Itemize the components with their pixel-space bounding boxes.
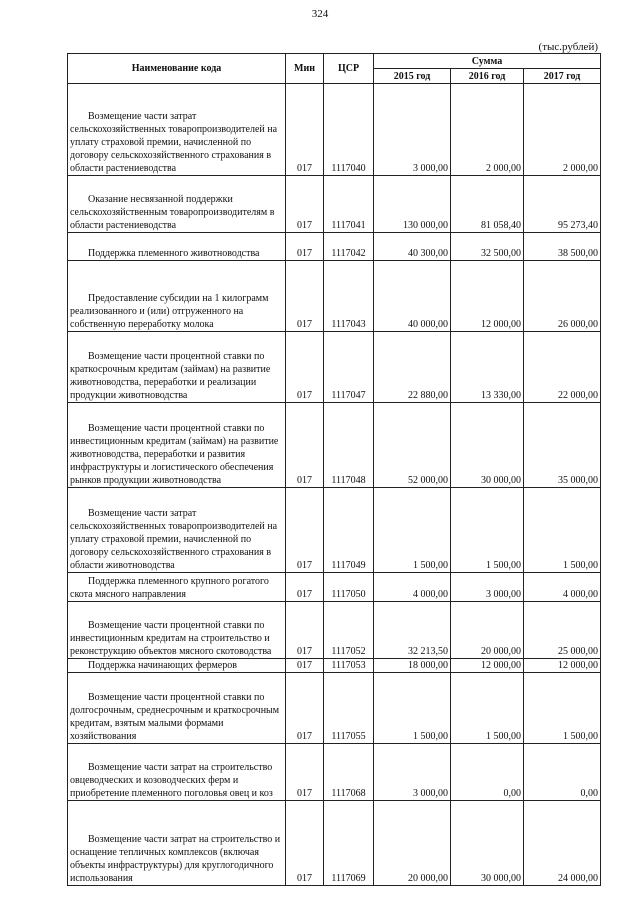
row-value-2015: 32 213,50 [374, 602, 451, 659]
table-row [68, 84, 601, 176]
units-label: (тыс.рублей) [538, 41, 598, 53]
row-csr: 1117048 [324, 403, 374, 488]
row-value-2015: 3 000,00 [374, 84, 451, 176]
row-min: 017 [286, 176, 324, 233]
row-value-2017: 4 000,00 [524, 573, 601, 602]
row-name: Возмещение части затрат сельскохозяйственных товаропроизводителей на уплату страховой премии, начисленной по договору сельскохозяйственного страхования в области растениеводства [68, 84, 286, 176]
row-value-2017: 35 000,00 [524, 403, 601, 488]
row-csr: 1117042 [324, 233, 374, 261]
row-value-2015: 20 000,00 [374, 801, 451, 886]
table-body [68, 84, 601, 886]
row-value-2015: 1 500,00 [374, 673, 451, 744]
row-value-2017: 22 000,00 [524, 332, 601, 403]
table-row [68, 176, 601, 233]
row-name: Возмещение части процентной ставки по краткосрочным кредитам (займам) на развитие животноводства, переработки и реализации продукции животноводства [68, 332, 286, 403]
row-value-2016: 30 000,00 [451, 801, 524, 886]
table-row [68, 261, 601, 332]
header-csr: ЦСР [324, 54, 374, 84]
header-name: Наименование кода [68, 54, 286, 84]
row-csr: 1117055 [324, 673, 374, 744]
row-name: Возмещение части процентной ставки по долгосрочным, среднесрочным и краткосрочным кредитам, взятым малыми формами хозяйствования [68, 673, 286, 744]
table-row [68, 673, 601, 744]
header-sum: Сумма [374, 54, 601, 69]
row-min: 017 [286, 659, 324, 673]
row-name: Возмещение части процентной ставки по инвестиционным кредитам на строительство и реконструкцию объектов мясного скотоводства [68, 602, 286, 659]
header-2016: 2016 год [451, 69, 524, 84]
header-min: Мин [286, 54, 324, 84]
row-csr: 1117047 [324, 332, 374, 403]
row-name: Возмещение части процентной ставки по инвестиционным кредитам (займам) на развитие животноводства, переработки и развития инфраструктуры и логистического обеспечения рынков продукции животноводства [68, 403, 286, 488]
row-value-2016: 20 000,00 [451, 602, 524, 659]
row-value-2017: 26 000,00 [524, 261, 601, 332]
row-value-2016: 13 330,00 [451, 332, 524, 403]
row-value-2017: 95 273,40 [524, 176, 601, 233]
row-value-2015: 18 000,00 [374, 659, 451, 673]
row-min: 017 [286, 673, 324, 744]
row-value-2015: 4 000,00 [374, 573, 451, 602]
row-value-2016: 30 000,00 [451, 403, 524, 488]
row-name: Возмещение части затрат на строительство и оснащение тепличных комплексов (включая объекты инфраструктуры) для круглогодичного использования [68, 801, 286, 886]
row-value-2016: 12 000,00 [451, 659, 524, 673]
table-row [68, 233, 601, 261]
table-row [68, 488, 601, 573]
row-min: 017 [286, 602, 324, 659]
row-csr: 1117040 [324, 84, 374, 176]
row-value-2016: 81 058,40 [451, 176, 524, 233]
row-value-2017: 1 500,00 [524, 488, 601, 573]
row-min: 017 [286, 403, 324, 488]
row-name: Оказание несвязанной поддержки сельскохозяйственным товаропроизводителям в области растениеводства [68, 176, 286, 233]
row-csr: 1117041 [324, 176, 374, 233]
row-value-2015: 52 000,00 [374, 403, 451, 488]
table-row [68, 573, 601, 602]
row-value-2017: 12 000,00 [524, 659, 601, 673]
table-row [68, 332, 601, 403]
row-name: Поддержка племенного животноводства [68, 233, 286, 261]
table-row [68, 801, 601, 886]
row-value-2015: 40 300,00 [374, 233, 451, 261]
row-value-2016: 3 000,00 [451, 573, 524, 602]
row-csr: 1117053 [324, 659, 374, 673]
row-value-2016: 1 500,00 [451, 673, 524, 744]
row-value-2017: 0,00 [524, 744, 601, 801]
row-value-2015: 1 500,00 [374, 488, 451, 573]
row-value-2015: 3 000,00 [374, 744, 451, 801]
row-value-2016: 12 000,00 [451, 261, 524, 332]
row-csr: 1117043 [324, 261, 374, 332]
row-min: 017 [286, 233, 324, 261]
row-value-2017: 38 500,00 [524, 233, 601, 261]
row-min: 017 [286, 801, 324, 886]
table-row [68, 403, 601, 488]
row-value-2015: 130 000,00 [374, 176, 451, 233]
table-row [68, 602, 601, 659]
page-number: 324 [311, 8, 329, 20]
row-csr: 1117049 [324, 488, 374, 573]
table-row [68, 744, 601, 801]
row-name: Поддержка начинающих фермеров [68, 659, 286, 673]
header-2015: 2015 год [374, 69, 451, 84]
row-name: Возмещение части затрат на строительство овцеводческих и козоводческих ферм и приобретение племенного поголовья овец и коз [68, 744, 286, 801]
row-value-2016: 32 500,00 [451, 233, 524, 261]
row-value-2015: 22 880,00 [374, 332, 451, 403]
row-min: 017 [286, 488, 324, 573]
row-value-2015: 40 000,00 [374, 261, 451, 332]
row-value-2017: 2 000,00 [524, 84, 601, 176]
row-csr: 1117050 [324, 573, 374, 602]
row-csr: 1117068 [324, 744, 374, 801]
row-name: Возмещение части затрат сельскохозяйственных товаропроизводителей на уплату страховой премии, начисленной по договору сельскохозяйственного страхования в области животноводства [68, 488, 286, 573]
row-value-2016: 1 500,00 [451, 488, 524, 573]
budget-table [67, 53, 601, 886]
row-name: Предоставление субсидии на 1 килограмм реализованного и (или) отгруженного на собственную переработку молока [68, 261, 286, 332]
table-row [68, 659, 601, 673]
row-value-2017: 25 000,00 [524, 602, 601, 659]
row-value-2016: 0,00 [451, 744, 524, 801]
row-value-2016: 2 000,00 [451, 84, 524, 176]
row-value-2017: 24 000,00 [524, 801, 601, 886]
row-value-2017: 1 500,00 [524, 673, 601, 744]
row-min: 017 [286, 573, 324, 602]
row-min: 017 [286, 261, 324, 332]
row-name: Поддержка племенного крупного рогатого скота мясного направления [68, 573, 286, 602]
row-csr: 1117069 [324, 801, 374, 886]
row-min: 017 [286, 332, 324, 403]
row-min: 017 [286, 744, 324, 801]
header-2017: 2017 год [524, 69, 601, 84]
row-csr: 1117052 [324, 602, 374, 659]
row-min: 017 [286, 84, 324, 176]
